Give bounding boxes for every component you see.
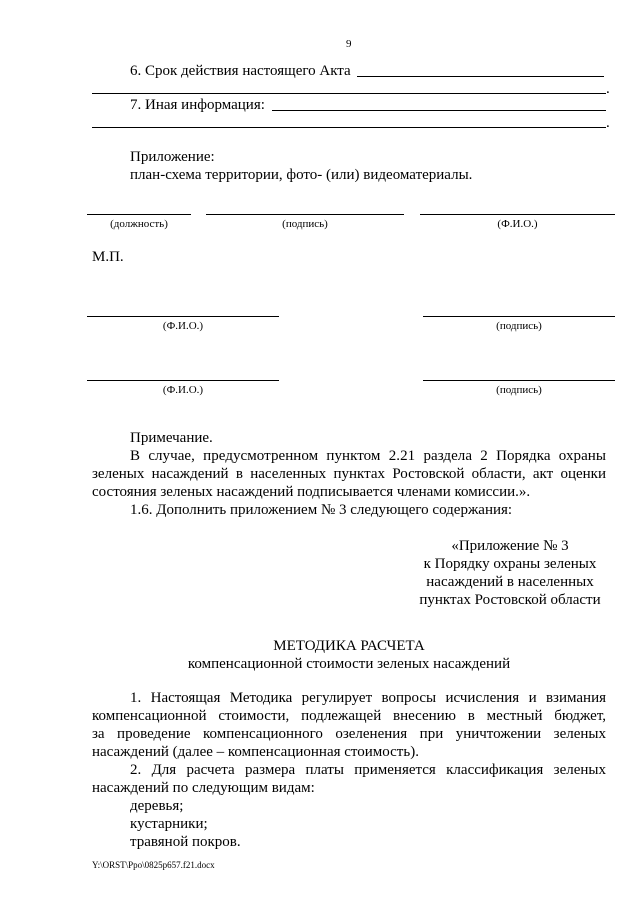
item-6-end-dot: . (606, 81, 610, 97)
appendix-title: Приложение: (130, 149, 215, 165)
signature-line (206, 214, 404, 215)
p1-line-4: насаждений (далее – компенсационная стоимость). (92, 744, 419, 760)
note-title: Примечание. (130, 430, 213, 446)
item-6-label: 6. Срок действия настоящего Акта (130, 63, 351, 79)
annex-header-line-4: пунктах Ростовской области (419, 592, 601, 608)
item-7-fill-line (272, 110, 606, 111)
page-number: 9 (346, 38, 352, 50)
member1-signature-line (423, 316, 615, 317)
member1-fio-line (87, 316, 279, 317)
position-caption: (должность) (110, 218, 168, 230)
p2-line-1: 2. Для расчета размера платы применяется классификация зеленых (130, 762, 606, 778)
footer-file-path: Y:\ORST\Ppo\0825p657.f21.docx (92, 860, 215, 870)
type-grass: травяной покров. (130, 834, 241, 850)
member2-signature-caption: (подпись) (496, 384, 542, 396)
member1-signature-caption: (подпись) (496, 320, 542, 332)
type-trees: деревья; (130, 798, 184, 814)
position-line (87, 214, 191, 215)
fio-line (420, 214, 615, 215)
member2-signature-line (423, 380, 615, 381)
member1-fio-caption: (Ф.И.О.) (162, 320, 204, 332)
item-7-end-dot: . (606, 115, 610, 131)
item-7-label: 7. Иная информация: (130, 97, 265, 113)
methodology-title: МЕТОДИКА РАСЧЕТА (273, 638, 425, 654)
p1-line-1: 1. Настоящая Методика регулирует вопросы исчисления и взимания (130, 690, 606, 706)
amendment-text: 1.6. Дополнить приложением № 3 следующего содержания: (130, 502, 513, 518)
p2-line-2: насаждений по следующим видам: (92, 780, 315, 796)
p1-line-3: за проведение компенсационного озеленения при уничтожении зеленых (92, 726, 606, 742)
member2-fio-caption: (Ф.И.О.) (162, 384, 204, 396)
fio-caption: (Ф.И.О.) (497, 218, 538, 230)
appendix-text: план-схема территории, фото- (или) видеоматериалы. (130, 167, 473, 183)
signature-caption: (подпись) (282, 218, 328, 230)
note-line-3: состояния зеленых насаждений подписывается членами комиссии.». (92, 484, 531, 500)
member2-fio-line (87, 380, 279, 381)
item-6-fill-line (357, 76, 604, 77)
p1-line-2: компенсационной стоимости, подлежащей внесению в местный бюджет, (92, 708, 606, 724)
note-line-1: В случае, предусмотренном пунктом 2.21 раздела 2 Порядка охраны (130, 448, 606, 464)
annex-header-line-2: к Порядку охраны зеленых (423, 556, 597, 572)
note-line-2: зеленых насаждений в населенных пунктах Ростовской области, акт оценки (92, 466, 606, 482)
methodology-subtitle: компенсационной стоимости зеленых насаждений (187, 656, 511, 672)
item-6-continuation-line (92, 93, 606, 94)
annex-header-line-3: насаждений в населенных (426, 574, 594, 590)
item-7-continuation-line (92, 127, 606, 128)
stamp-label: М.П. (92, 249, 124, 265)
annex-header-line-1: «Приложение № 3 (451, 538, 569, 554)
type-shrubs: кустарники; (130, 816, 208, 832)
